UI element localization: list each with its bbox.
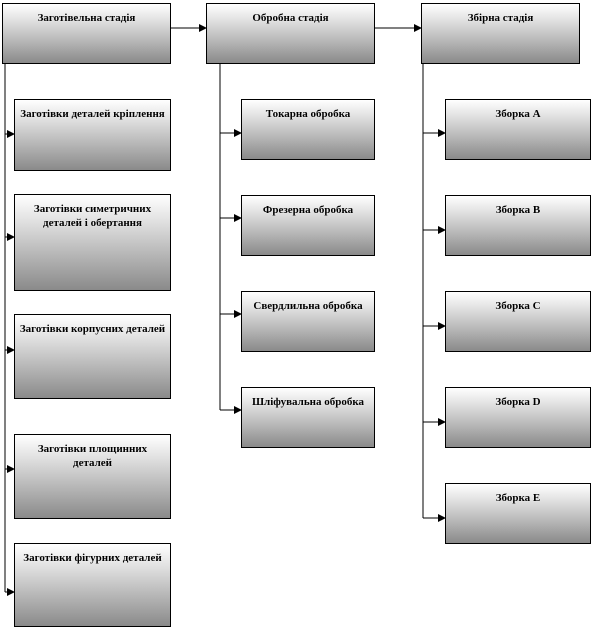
- processing-turning: Токарна обробка: [241, 99, 375, 160]
- blank-symmetric: Заготівки симетричних деталей і обертання: [14, 194, 171, 291]
- processing-drilling: Свердлильна обробка: [241, 291, 375, 352]
- assembly-b: Зборка В: [445, 195, 591, 256]
- assembly-c: Зборка С: [445, 291, 591, 352]
- processing-grinding: Шліфувальна обробка: [241, 387, 375, 448]
- processing-milling: Фрезерна обробка: [241, 195, 375, 256]
- blank-fasteners: Заготівки деталей кріплення: [14, 99, 171, 171]
- blank-shaped: Заготівки фігурних деталей: [14, 543, 171, 627]
- stage-assembly: Збірна стадія: [421, 3, 580, 64]
- assembly-a: Зборка А: [445, 99, 591, 160]
- stage-blank: Заготівельна стадія: [2, 3, 171, 64]
- blank-planar: Заготівки площинних деталей: [14, 434, 171, 519]
- assembly-d: Зборка D: [445, 387, 591, 448]
- assembly-e: Зборка Е: [445, 483, 591, 544]
- blank-housing: Заготівки корпусних деталей: [14, 314, 171, 399]
- stage-processing: Обробна стадія: [206, 3, 375, 64]
